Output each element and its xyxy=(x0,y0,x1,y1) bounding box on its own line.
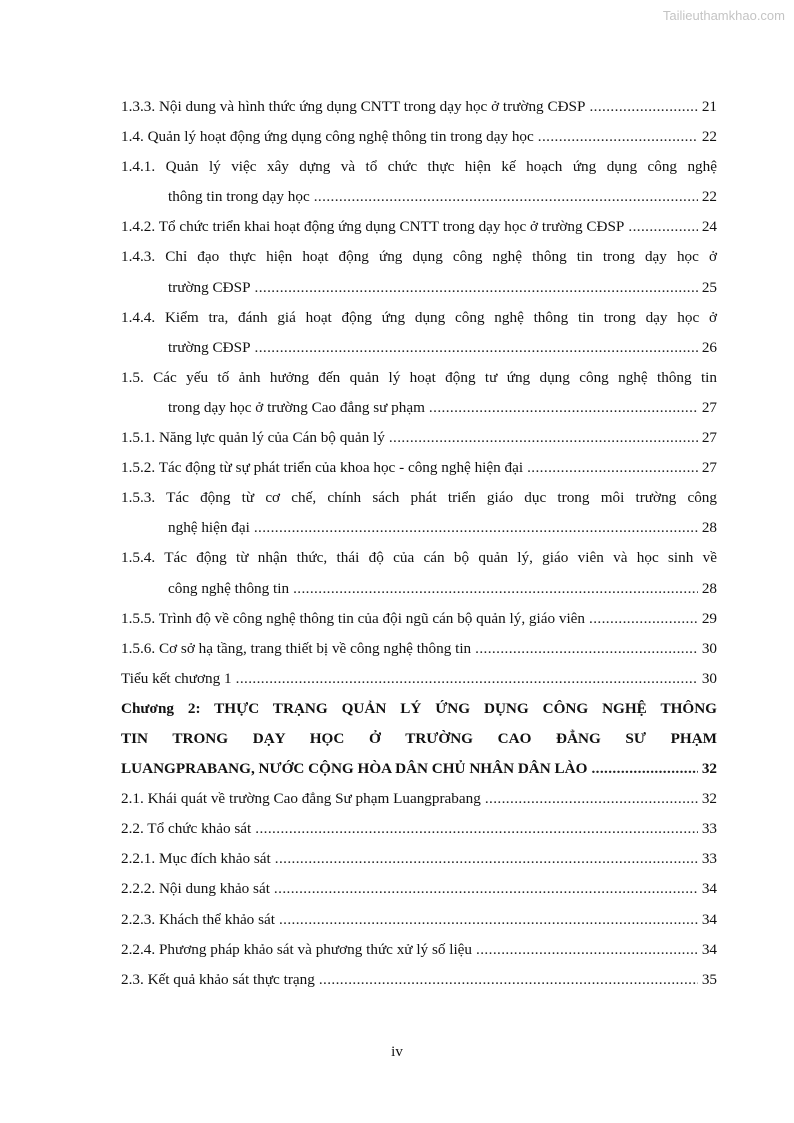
toc-entry-title-line: trường CĐSP xyxy=(168,338,251,356)
dot-leader xyxy=(589,92,697,122)
dot-leader xyxy=(254,513,698,543)
toc-entry[interactable] xyxy=(121,814,717,844)
toc-page-number: 35 xyxy=(701,970,717,988)
toc-page-number: 28 xyxy=(701,579,717,597)
watermark: Tailieuthamkhao.com xyxy=(662,8,785,23)
toc-entry[interactable] xyxy=(121,844,717,874)
toc-chapter-heading[interactable] xyxy=(121,694,717,784)
dot-leader xyxy=(314,182,698,212)
toc-page-number: 21 xyxy=(701,98,717,115)
toc-entry-title-line: thông tin trong dạy học xyxy=(168,188,310,206)
toc-page-number: 29 xyxy=(701,609,717,627)
dot-leader xyxy=(429,393,698,423)
toc-page-number: 33 xyxy=(701,850,717,868)
dot-leader xyxy=(485,784,698,814)
toc-entry[interactable] xyxy=(121,212,717,242)
toc-entry-title-line: 1.4.2. Tổ chức triển khai hoạt động ứng dụng CNTT trong dạy học ở trường CĐSP xyxy=(121,218,625,236)
toc-entry-title-line: 1.4. Quản lý hoạt động ứng dụng công nghệ thông tin trong dạy học xyxy=(121,128,534,146)
toc-entry[interactable] xyxy=(121,92,717,122)
toc-entry-title-line: 2.3. Kết quả khảo sát thực trạng xyxy=(121,970,315,988)
toc-entry-title-line: 1.4.4. Kiểm tra, đánh giá hoạt động ứng dụng công nghệ thông tin trong dạy học ở xyxy=(121,308,717,326)
toc-page-number: 34 xyxy=(701,880,717,898)
dot-leader xyxy=(589,604,698,634)
toc-entry-title-line: Chương 2: THỰC TRẠNG QUẢN LÝ ỨNG DỤNG CÔNG NGHỆ THÔNG xyxy=(121,699,717,717)
toc-entry-title-line: 1.5.2. Tác động từ sự phát triển của khoa học - công nghệ hiện đại xyxy=(121,459,524,477)
toc-entry-title-line: 2.1. Khái quát về trường Cao đẳng Sư phạm Luangprabang xyxy=(121,790,481,808)
toc-entry-title-line: 1.5.4. Tác động từ nhận thức, thái độ của cán bộ quản lý, giáo viên và học sinh về xyxy=(121,549,717,567)
toc-page-number: 32 xyxy=(701,760,717,778)
dot-leader xyxy=(255,273,698,303)
toc-page-number: 25 xyxy=(701,278,717,296)
toc-entry[interactable] xyxy=(121,604,717,634)
toc-entry-title-line: 1.5.6. Cơ sở hạ tầng, trang thiết bị về công nghệ thông tin xyxy=(121,639,472,657)
dot-leader xyxy=(255,333,698,363)
toc-page-number: 28 xyxy=(701,519,717,537)
toc-page-number: 22 xyxy=(701,188,717,206)
dot-leader xyxy=(389,423,698,453)
toc-entry-title-line: TIN TRONG DẠY HỌC Ở TRƯỜNG CAO ĐẲNG SƯ PHẠM xyxy=(121,729,717,747)
dot-leader xyxy=(279,905,698,935)
toc-entry[interactable] xyxy=(121,634,717,664)
dot-leader xyxy=(293,574,698,604)
dot-leader xyxy=(628,212,697,242)
toc-entry-title-line: 1.5.1. Năng lực quản lý của Cán bộ quản lý xyxy=(121,429,385,447)
toc-entry[interactable] xyxy=(121,543,717,603)
toc-entry-title-line: 2.2.2. Nội dung khảo sát xyxy=(121,880,270,898)
toc-page-number: 30 xyxy=(701,669,717,687)
toc-entry-title-line: 2.2.4. Phương pháp khảo sát và phương thức xử lý số liệu xyxy=(121,940,473,958)
toc-entry[interactable] xyxy=(121,483,717,543)
toc-entry-title-line: 2.2.1. Mục đích khảo sát xyxy=(121,850,271,868)
toc-entry-title-line: 1.3.3. Nội dung và hình thức ứng dụng CNTT trong dạy học ở trường CĐSP xyxy=(121,98,586,115)
toc-page-number: 26 xyxy=(701,338,717,356)
toc-entry-title-line: công nghệ thông tin xyxy=(168,579,290,597)
dot-leader xyxy=(538,122,698,152)
dot-leader xyxy=(591,754,697,784)
toc-entry-title-line: 1.5.5. Trình độ về công nghệ thông tin của đội ngũ cán bộ quản lý, giáo viên xyxy=(121,609,586,627)
toc-entry[interactable] xyxy=(121,152,717,212)
page-number: iv xyxy=(391,1044,403,1060)
toc-page-number: 27 xyxy=(701,429,717,447)
toc-page-number: 33 xyxy=(701,820,717,838)
toc-page-number: 22 xyxy=(701,128,717,146)
toc-entry-title-line: trong dạy học ở trường Cao đẳng sư phạm xyxy=(168,398,425,416)
dot-leader xyxy=(319,965,698,995)
toc-entry-title-line: 2.2. Tổ chức khảo sát xyxy=(121,820,252,838)
toc-page-number: 27 xyxy=(701,459,717,477)
table-of-contents xyxy=(121,92,717,995)
toc-entry-title-line: LUANGPRABANG, NƯỚC CỘNG HÒA DÂN CHỦ NHÂN DÂN LÀO xyxy=(121,760,588,778)
toc-entry[interactable] xyxy=(121,363,717,423)
toc-entry[interactable] xyxy=(121,423,717,453)
toc-entry[interactable] xyxy=(121,122,717,152)
toc-entry[interactable] xyxy=(121,664,717,694)
toc-entry[interactable] xyxy=(121,935,717,965)
toc-entry[interactable] xyxy=(121,303,717,363)
dot-leader xyxy=(475,634,698,664)
toc-page-number: 34 xyxy=(701,940,717,958)
toc-entry-title-line: 2.2.3. Khách thể khảo sát xyxy=(121,910,275,928)
toc-entry-title-line: 1.5.3. Tác động từ cơ chế, chính sách phát triển giáo dục trong môi trường công xyxy=(121,489,717,507)
toc-entry[interactable] xyxy=(121,965,717,995)
toc-page-number: 34 xyxy=(701,910,717,928)
toc-page-number: 24 xyxy=(701,218,717,236)
toc-entry[interactable] xyxy=(121,874,717,904)
dot-leader xyxy=(527,453,698,483)
dot-leader xyxy=(255,814,698,844)
toc-entry-title-line: 1.4.3. Chỉ đạo thực hiện hoạt động ứng dụng công nghệ thông tin trong dạy học ở xyxy=(121,248,717,266)
toc-entry[interactable] xyxy=(121,784,717,814)
toc-entry-title-line: nghệ hiện đại xyxy=(168,519,250,537)
dot-leader xyxy=(274,874,698,904)
dot-leader xyxy=(476,935,698,965)
toc-entry-title-line: trường CĐSP xyxy=(168,278,251,296)
toc-page-number: 30 xyxy=(701,639,717,657)
toc-entry[interactable] xyxy=(121,905,717,935)
toc-entry[interactable] xyxy=(121,453,717,483)
toc-entry-title-line: 1.4.1. Quản lý việc xây dựng và tổ chức thực hiện kế hoạch ứng dụng công nghệ xyxy=(121,158,717,176)
toc-entry[interactable] xyxy=(121,242,717,302)
toc-page-number: 27 xyxy=(701,398,717,416)
toc-page-number: 32 xyxy=(701,790,717,808)
dot-leader xyxy=(236,664,698,694)
toc-entry-title-line: Tiểu kết chương 1 xyxy=(121,669,232,687)
toc-entry-title-line: 1.5. Các yếu tố ảnh hưởng đến quản lý hoạt động tư ứng dụng công nghệ thông tin xyxy=(121,368,717,386)
dot-leader xyxy=(275,844,698,874)
